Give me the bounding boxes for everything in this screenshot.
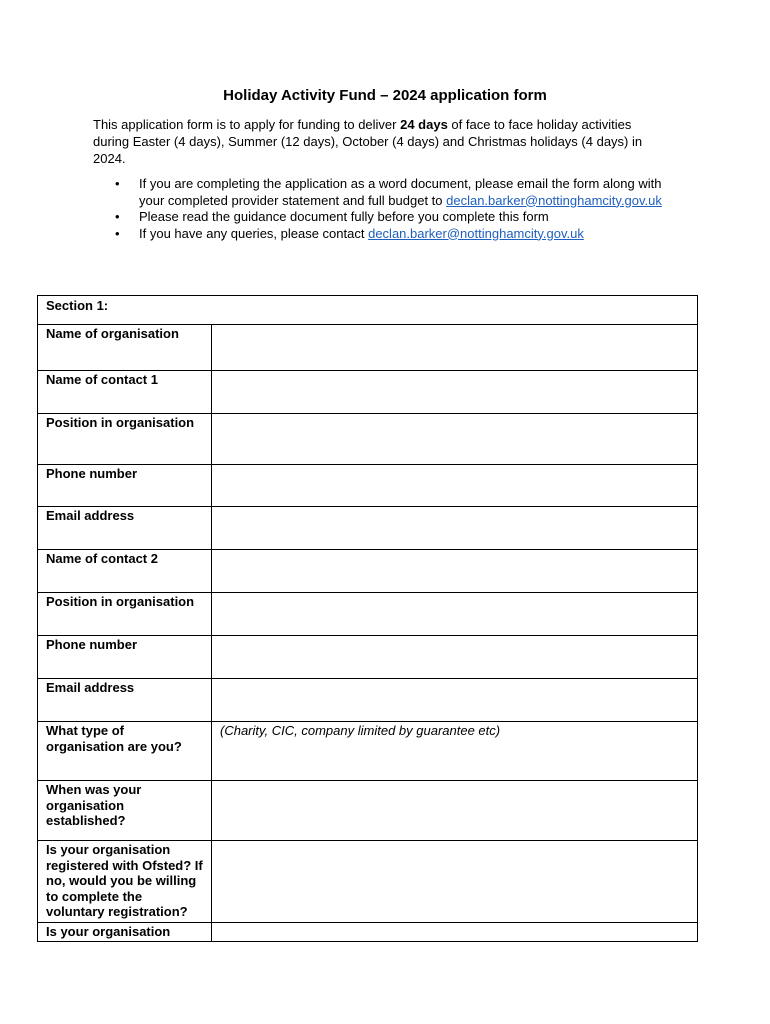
table-row — [38, 722, 698, 781]
field-input[interactable] — [212, 325, 698, 371]
field-input[interactable] — [212, 679, 698, 722]
field-input[interactable] — [212, 414, 698, 465]
list-item — [93, 209, 673, 226]
section-header-row — [38, 296, 698, 325]
field-input[interactable] — [212, 841, 698, 923]
field-input[interactable] — [212, 465, 698, 507]
instructions-list — [93, 176, 673, 242]
organisation-type-input[interactable]: (Charity, CIC, company limited by guarantee etc) — [212, 722, 698, 781]
field-label: When was your organisation established? — [38, 781, 212, 841]
field-label: Position in organisation — [38, 414, 212, 465]
bullet-text: If you are completing the application as a word document, please email the form along with your completed provider statement and full budget to — [139, 176, 662, 208]
table-row — [38, 414, 698, 465]
field-input[interactable] — [212, 550, 698, 593]
table-row — [38, 325, 698, 371]
table-row — [38, 922, 698, 942]
field-label: Email address — [38, 507, 212, 550]
field-label: Name of organisation — [38, 325, 212, 371]
email-link[interactable]: declan.barker@nottinghamcity.gov.uk — [446, 192, 662, 208]
intro-days-bold: 24 days — [400, 117, 448, 132]
bullet-icon: • — [115, 209, 120, 224]
field-label: Is your organisation registered with Ofsted? If no, would you be willing to complete the voluntary registration? — [38, 841, 212, 923]
field-input[interactable] — [212, 922, 698, 942]
bullet-icon: • — [115, 176, 120, 191]
field-label: Name of contact 1 — [38, 371, 212, 414]
list-item — [93, 176, 673, 209]
intro-text-end: of face to face holiday activities during Easter (4 days), Summer (12 days), October (4 days) and Christmas holidays (4 days) in 2024. — [93, 117, 643, 166]
field-input[interactable] — [212, 636, 698, 679]
intro-paragraph — [93, 116, 653, 167]
field-input[interactable] — [212, 781, 698, 841]
email-link[interactable]: declan.barker@nottinghamcity.gov.uk — [368, 225, 584, 241]
field-input[interactable] — [212, 371, 698, 414]
field-label: Phone number — [38, 636, 212, 679]
bullet-icon: • — [115, 225, 120, 241]
table-row — [38, 781, 698, 841]
table-row — [38, 550, 698, 593]
intro-text-start: This application form is to apply for funding to deliver — [93, 117, 401, 132]
form-title: Holiday Activity Fund – 2024 application form — [223, 87, 547, 104]
table-row — [38, 593, 698, 636]
section-title: Section 1: — [38, 296, 698, 325]
table-row — [38, 507, 698, 550]
bullet-text: If you have any queries, please contact — [139, 225, 369, 241]
table-row — [38, 679, 698, 722]
field-input[interactable] — [212, 593, 698, 636]
field-input[interactable] — [212, 507, 698, 550]
field-label: Email address — [38, 679, 212, 722]
list-item — [93, 226, 673, 243]
field-label: What type of organisation are you? — [38, 722, 212, 781]
bullet-text: Please read the guidance document fully before you complete this form — [139, 209, 549, 224]
field-label: Position in organisation — [38, 593, 212, 636]
field-label: Phone number — [38, 465, 212, 507]
table-row — [38, 636, 698, 679]
table-row — [38, 841, 698, 923]
table-row — [38, 465, 698, 507]
field-label: Is your organisation — [38, 922, 212, 942]
application-table — [37, 295, 698, 942]
field-label: Name of contact 2 — [38, 550, 212, 593]
table-row — [38, 371, 698, 414]
